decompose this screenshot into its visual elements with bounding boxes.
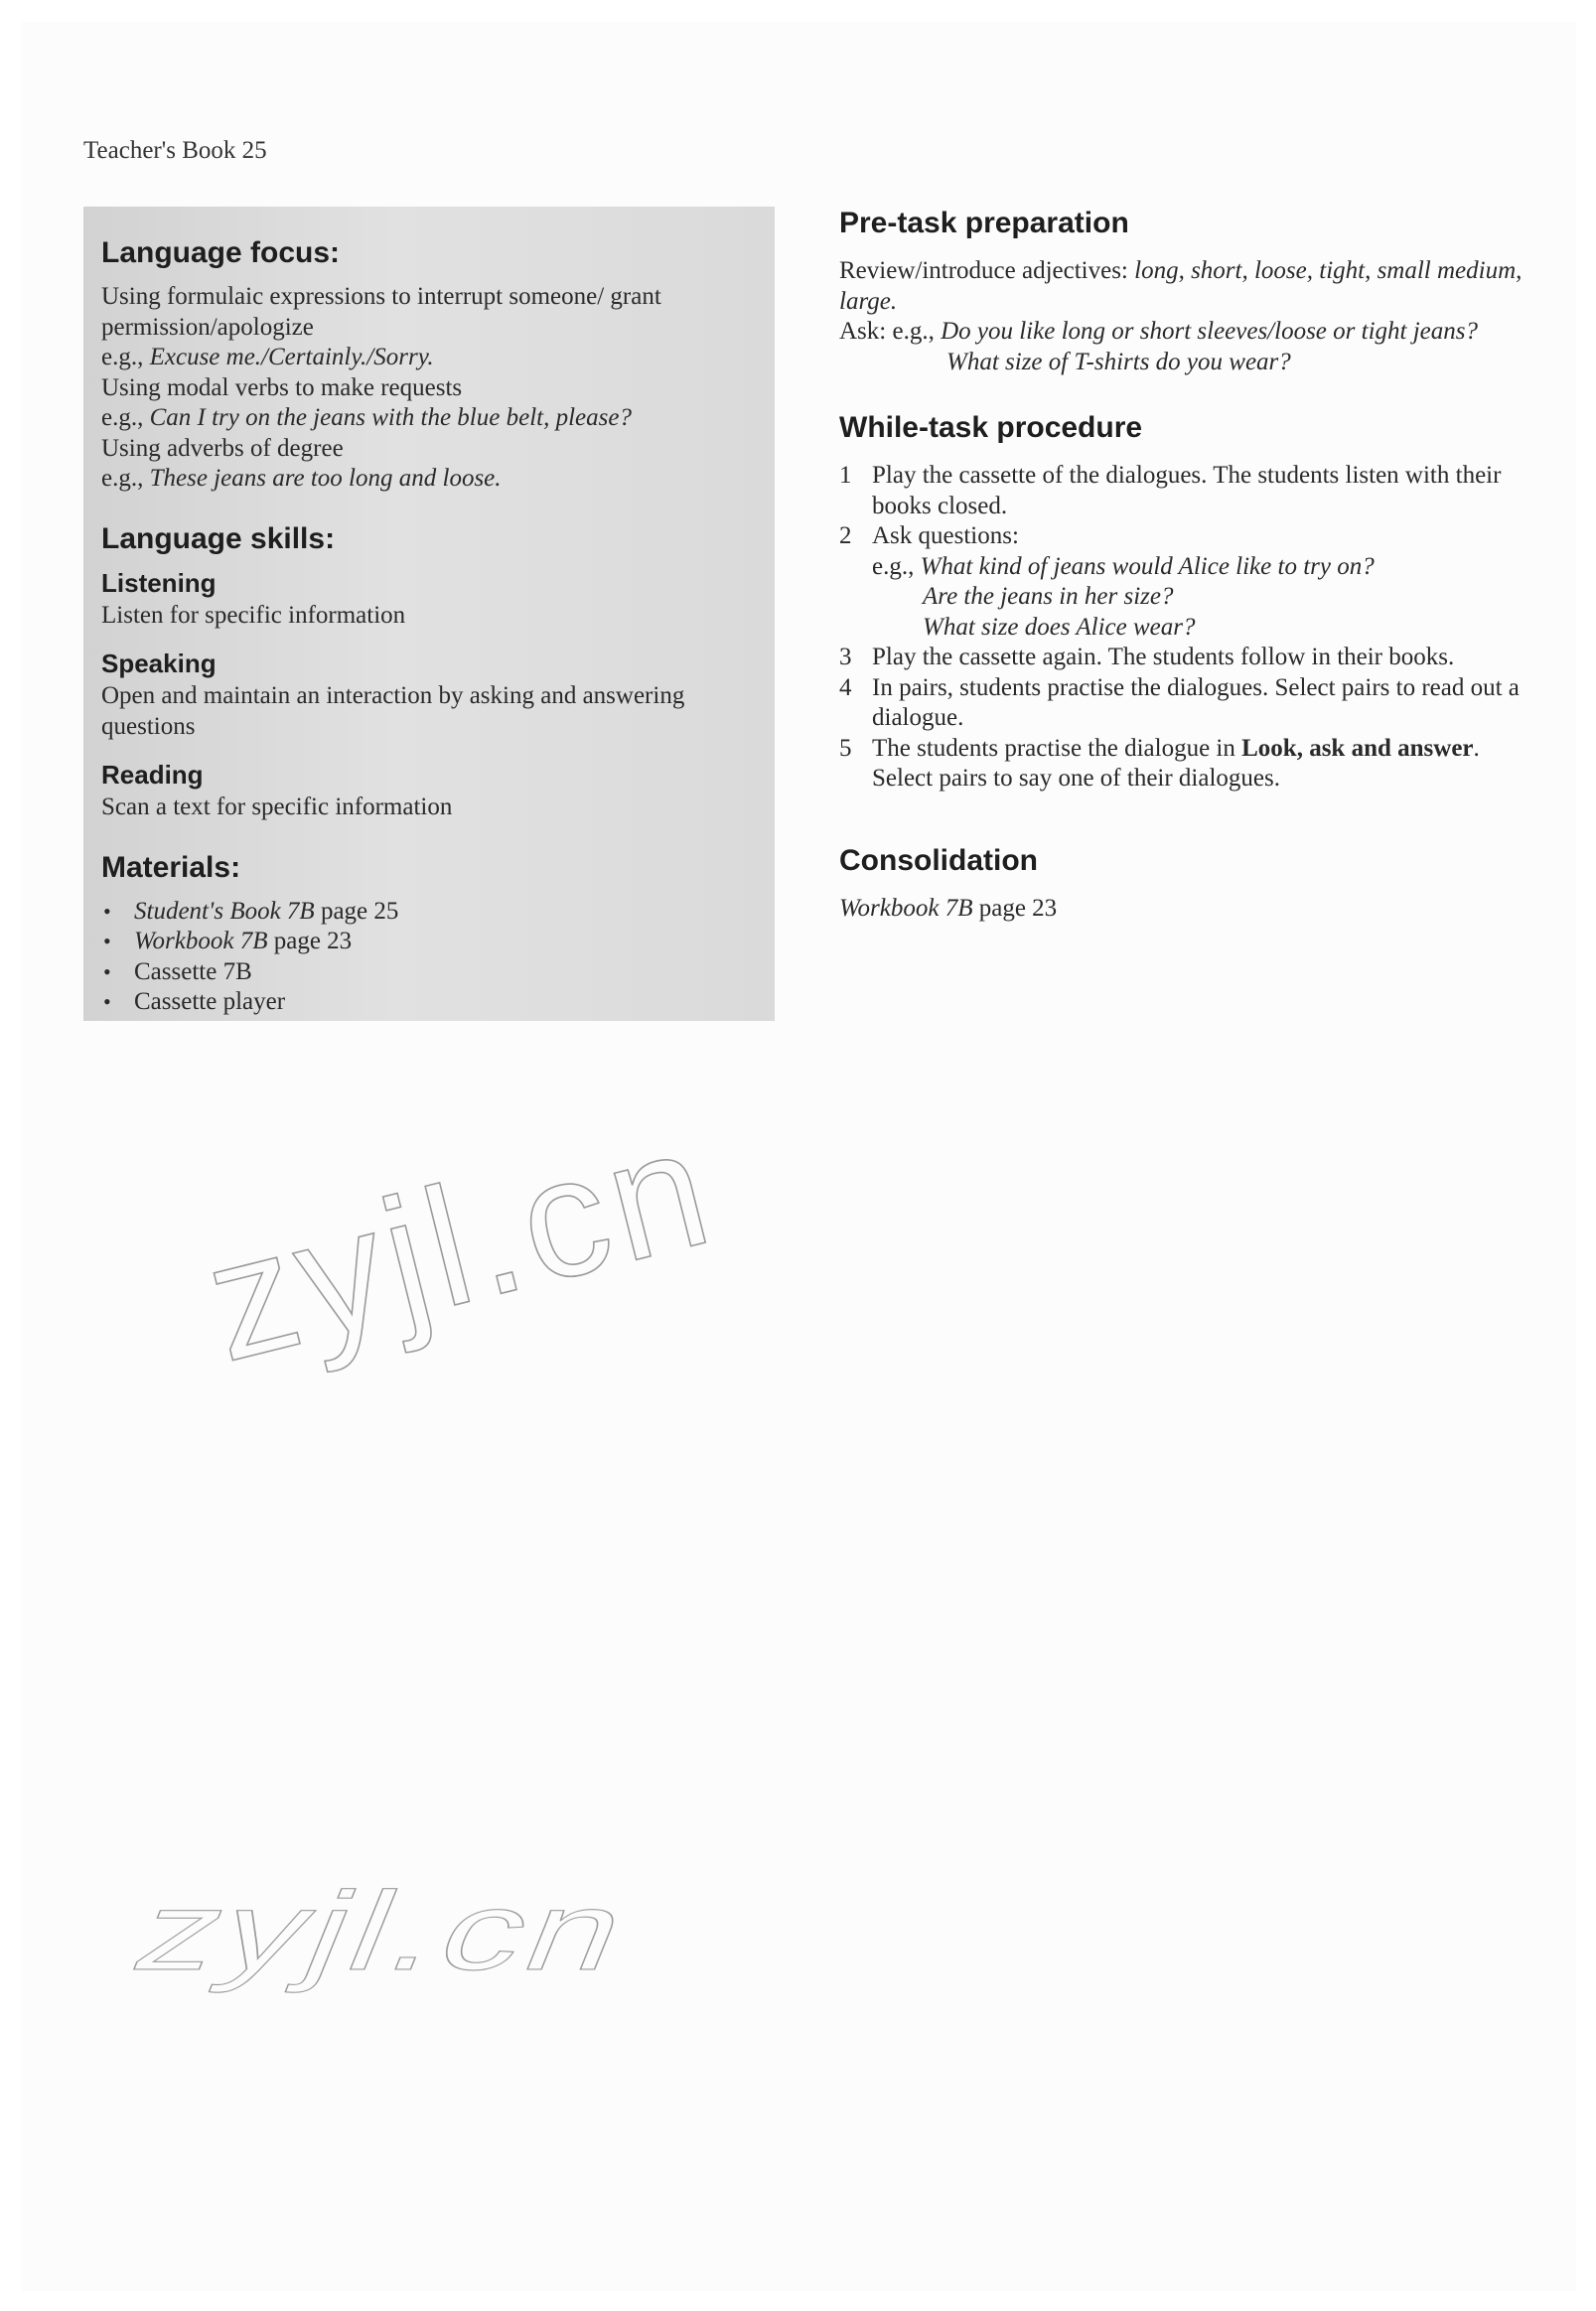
step-2-q3: What size does Alice wear? — [923, 613, 1196, 641]
materials-heading: Materials: — [101, 850, 241, 884]
step-item: 1 Play the cassette of the dialogues. The students listen with their books closed. — [839, 462, 1502, 519]
objectives-box — [83, 207, 775, 1021]
language-focus-heading: Language focus: — [101, 236, 341, 269]
language-skills-heading: Language skills: — [101, 521, 336, 555]
language-focus-body — [101, 282, 757, 495]
step-item: 4 In pairs, students practise the dialogues. Select pairs to read out a dialogue. — [839, 673, 1520, 731]
focus-example-3: e.g., These jeans are too long and loose. — [101, 465, 502, 492]
focus-line-2: Using modal verbs to make requests — [101, 373, 463, 401]
while-task-section — [839, 411, 1524, 794]
materials-item: • Cassette 7B — [101, 957, 757, 988]
reading-heading: Reading — [101, 760, 204, 790]
speaking-heading: Speaking — [101, 649, 217, 678]
consolidation-heading: Consolidation — [839, 843, 1038, 877]
materials-item: • Student's Book 7B page 25 — [101, 897, 757, 928]
pre-task-ask: Ask: e.g., Do you like long or short sleeves/loose or tight jeans? — [839, 318, 1478, 345]
pre-task-ask-q2: What size of T-shirts do you wear? — [946, 348, 1291, 375]
consolidation-text: Workbook 7B page 23 — [839, 894, 1058, 922]
focus-line-3: Using adverbs of degree — [101, 434, 344, 462]
focus-example-2: e.g., Can I try on the jeans with the blue belt, please? — [101, 404, 632, 431]
pre-task-heading: Pre-task preparation — [839, 207, 1129, 239]
watermark-lower: zyjl.cn — [117, 1868, 652, 1993]
step-item: 2 Ask questions: — [839, 522, 1019, 549]
step-item: 5 The students practise the dialogue in Look, ask and answer. Select pairs to say one of their dialogues. — [839, 734, 1480, 792]
focus-example-1: e.g., Excuse me./Certainly./Sorry. — [101, 344, 434, 370]
while-task-heading: While-task procedure — [839, 411, 1143, 444]
consolidation-section — [839, 844, 1524, 925]
watermark-upper: zyjl.cn — [189, 1090, 731, 1398]
procedure-column — [839, 207, 1524, 957]
speaking-text: Open and maintain an interaction by asking and answering questions — [101, 682, 685, 740]
reading-text: Scan a text for specific information — [101, 794, 453, 820]
materials-item: • Workbook 7B page 23 — [101, 927, 757, 957]
pre-task-section — [839, 207, 1524, 377]
listening-heading: Listening — [101, 567, 217, 598]
pre-task-review: Review/introduce adjectives: long, short, loose, tight, small medium, large. — [839, 257, 1523, 315]
materials-item: • Cassette player — [101, 987, 757, 1018]
step-2-q2: Are the jeans in her size? — [923, 583, 1174, 610]
materials-list — [101, 897, 757, 1018]
listening-text: Listen for specific information — [101, 601, 406, 629]
running-head: Teacher's Book 25 — [83, 137, 267, 164]
focus-line-1: Using formulaic expressions to interrupt someone/ grant permission/apologize — [101, 283, 661, 341]
step-item: 3 Play the cassette again. The students follow in their books. — [839, 644, 1455, 670]
step-2-example: e.g., What kind of jeans would Alice like to try on? — [872, 552, 1375, 580]
while-task-steps — [839, 461, 1524, 794]
